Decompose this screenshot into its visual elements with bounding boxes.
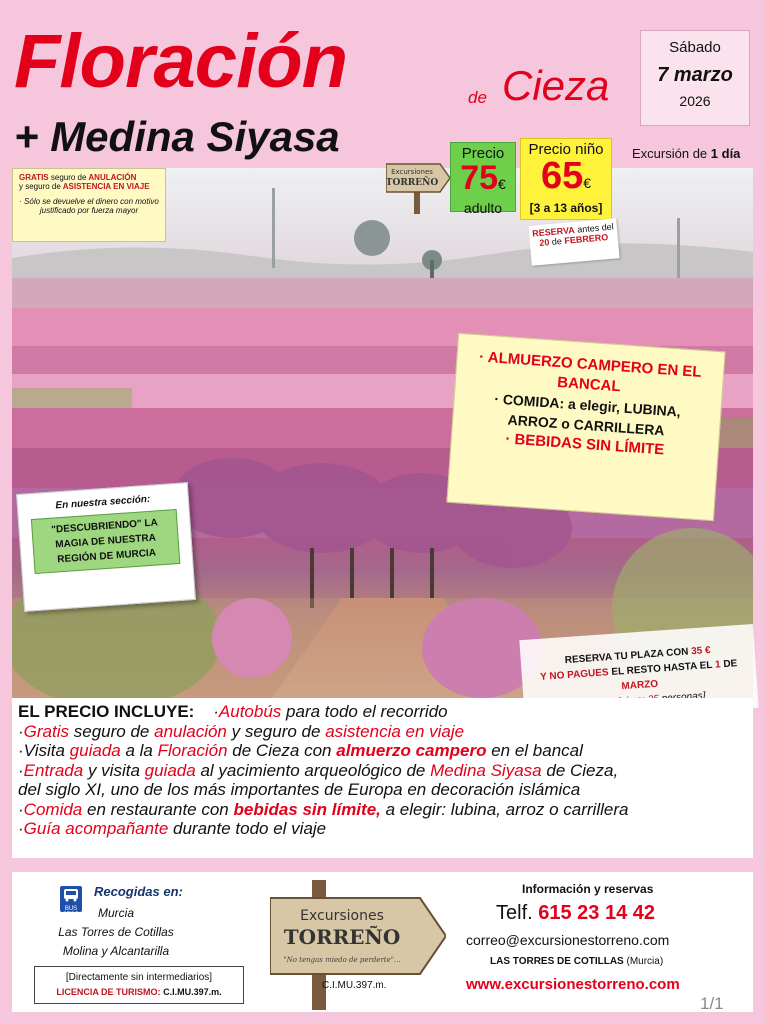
reserve-deadline-note xyxy=(528,218,619,266)
date-day: 7 marzo xyxy=(657,64,733,86)
section-note-body: "DESCUBRIENDO" LA MAGIA DE NUESTRA REGIÓN DE MURCIA xyxy=(31,509,180,574)
location-line xyxy=(490,956,663,967)
reserve-pay-de: DE xyxy=(723,658,738,671)
insurance-line-2 xyxy=(19,182,159,191)
big-sign-top: Excursiones xyxy=(300,908,384,924)
includes-line-6 xyxy=(18,800,747,820)
pickup-list xyxy=(46,904,186,961)
reserve-place-text: RESERVA TU PLAZA CON xyxy=(564,646,689,667)
pickup-item: Murcia xyxy=(97,906,134,920)
includes-meal: Comida xyxy=(23,799,83,819)
title-connector: de xyxy=(468,88,487,107)
license-line xyxy=(38,985,240,1000)
includes-line-7 xyxy=(18,819,747,839)
child-price-label: Precio niño xyxy=(528,141,604,158)
reserve-month: FEBRERO xyxy=(563,232,609,246)
includes-text: a elegir: lubina, arroz o carrillera xyxy=(385,799,629,819)
date-year: 2026 xyxy=(679,93,711,109)
includes-line-4 xyxy=(18,761,747,781)
includes-almuerzo: almuerzo campero xyxy=(336,741,487,760)
meal-item-lunch: · COMIDA: a elegir, LUBINA, ARROZ o CARRILLERA xyxy=(493,390,682,439)
includes-line-3 xyxy=(18,741,747,761)
includes-text: de Cieza con xyxy=(232,741,332,760)
includes-cancel: anulación xyxy=(154,721,227,741)
bullet: · xyxy=(18,721,24,741)
includes-heading: EL PRECIO INCLUYE: xyxy=(18,702,195,721)
includes-text: en el bancal xyxy=(491,741,583,760)
reserve-day: 20 xyxy=(538,237,550,248)
insurance-line-1 xyxy=(19,173,159,182)
section-note-card xyxy=(16,482,196,612)
torreno-sign-small xyxy=(386,160,450,214)
big-sign-name: TORREÑO xyxy=(283,925,401,949)
adult-price-currency: € xyxy=(498,176,506,192)
meal-item-breakfast: · ALMUERZO CAMPERO EN EL BANCAL xyxy=(478,348,703,396)
excursion-days: 1 día xyxy=(710,146,741,161)
excursion-prefix: Excursión de xyxy=(632,146,708,161)
includes-text: y seguro de xyxy=(231,721,321,741)
insurance-assistance: ASISTENCIA EN VIAJE xyxy=(62,182,150,191)
date-weekday: Sábado xyxy=(669,39,721,56)
poster-subtitle: + Medina Siyasa xyxy=(14,113,340,160)
phone-line xyxy=(496,902,655,925)
includes-bus-desc: para todo el recorrido xyxy=(286,702,448,721)
includes-drinks: bebidas sin límite, xyxy=(233,799,381,819)
bus-stop-label: BUS STOP xyxy=(62,906,80,918)
includes-guided: guiada xyxy=(69,741,121,760)
adult-price-value xyxy=(451,159,515,200)
license-code: C.I.MU.397.m. xyxy=(163,987,222,997)
reserve-no-pay: Y NO PAGUES xyxy=(539,667,610,683)
reserve-before: antes del xyxy=(576,221,615,235)
includes-text: al yacimiento arqueológico de xyxy=(200,760,426,780)
reserve-rest: EL RESTO HASTA EL xyxy=(611,659,713,678)
meal-item-drinks: · BEBIDAS SIN LÍMITE xyxy=(504,430,665,459)
phone-number[interactable]: 615 23 14 42 xyxy=(538,902,656,924)
adult-price-label: Precio xyxy=(461,145,505,162)
insurance-cancel: ANULACIÓN xyxy=(88,173,137,182)
date-box xyxy=(640,30,750,126)
includes-line-2 xyxy=(18,722,747,742)
phone-label: Telf. xyxy=(496,902,533,924)
small-sign-name: TORREÑO xyxy=(386,178,439,188)
insurance-refund-note: · Sólo se devuelve el dinero con motivo justificado por fuerza mayor xyxy=(19,197,159,215)
website-link[interactable]: www.excursionestorreno.com xyxy=(466,976,680,993)
includes-floracion: Floración xyxy=(157,741,228,760)
contact-footer xyxy=(12,872,753,1012)
bullet: · xyxy=(18,799,24,819)
poster-title: Floración xyxy=(14,19,348,104)
small-sign-top: Excursiones xyxy=(391,168,433,176)
includes-entry: Entrada xyxy=(23,760,84,780)
child-price-value xyxy=(521,155,611,201)
includes-text: ·Visita xyxy=(18,741,65,760)
child-price-number: 65 xyxy=(540,155,584,197)
includes-text: de Cieza, xyxy=(546,760,619,780)
license-box xyxy=(34,966,244,1004)
location-town: LAS TORRES DE COTILLAS xyxy=(490,956,624,967)
pickup-item: Las Torres de Cotillas xyxy=(58,925,174,939)
section-note-title: En nuestra sección: xyxy=(55,493,151,512)
reserve-deposit: 35 € xyxy=(690,644,711,658)
includes-guided-2: guiada xyxy=(144,760,196,780)
email-link[interactable]: correo@excursionestorreno.com xyxy=(466,932,670,948)
title-city: Cieza xyxy=(502,62,610,109)
direct-note: [Directamente sin intermediarios] xyxy=(65,972,213,983)
license-label: LICENCIA DE TURISMO: xyxy=(56,987,161,997)
license-code-under-logo: C.I.MU.397.m. xyxy=(322,980,387,991)
info-title: Información y reservas xyxy=(522,882,654,896)
child-price-box xyxy=(520,138,612,220)
meal-highlights xyxy=(446,333,725,521)
bullet: · xyxy=(213,702,219,721)
child-price-currency: € xyxy=(583,175,592,191)
includes-line-1 xyxy=(18,702,747,722)
includes-line-5: del siglo XI, uno de los más importantes de Europa en decoración islámica xyxy=(18,780,581,799)
insurance-note xyxy=(12,168,166,242)
includes-text: en restaurante con xyxy=(87,799,229,819)
includes-free: Gratis xyxy=(23,721,70,741)
includes-text: seguro de xyxy=(73,721,150,741)
location-region: (Murcia) xyxy=(626,956,664,967)
includes-text: durante todo el viaje xyxy=(173,819,327,838)
reserve-de: de xyxy=(551,236,563,247)
bullet: · xyxy=(18,760,24,780)
reserve-pay-month: MARZO xyxy=(621,678,659,693)
pickup-item: Molina y Alcantarilla xyxy=(62,944,170,958)
bullet: · xyxy=(18,819,24,838)
child-price-ages: [3 a 13 años] xyxy=(529,201,603,215)
includes-text: a la xyxy=(125,741,153,760)
pickup-title: Recogidas en: xyxy=(94,884,183,899)
big-sign-motto: "No tengas miedo de perderte"... xyxy=(283,956,401,964)
includes-medina: Medina Siyasa xyxy=(430,760,542,780)
bus-icon xyxy=(60,886,82,904)
price-includes xyxy=(12,698,753,858)
reserve-pay-day: 1 xyxy=(714,659,722,671)
reserve-word: RESERVA xyxy=(531,224,576,239)
adult-price-box xyxy=(450,142,516,216)
page-counter: 1/1 xyxy=(700,994,724,1013)
insurance-and: y seguro de xyxy=(19,182,61,191)
adult-price-number: 75 xyxy=(460,159,499,197)
includes-guide: Guía acompañante xyxy=(23,819,169,838)
insurance-free: GRATIS xyxy=(19,173,49,182)
includes-text: y visita xyxy=(87,760,140,780)
includes-assistance: asistencia en viaje xyxy=(325,721,465,741)
adult-price-sub: adulto xyxy=(463,200,503,216)
insurance-seguro-de: seguro de xyxy=(50,173,87,182)
excursion-duration xyxy=(632,146,740,161)
includes-bus: Autobús xyxy=(218,702,282,721)
